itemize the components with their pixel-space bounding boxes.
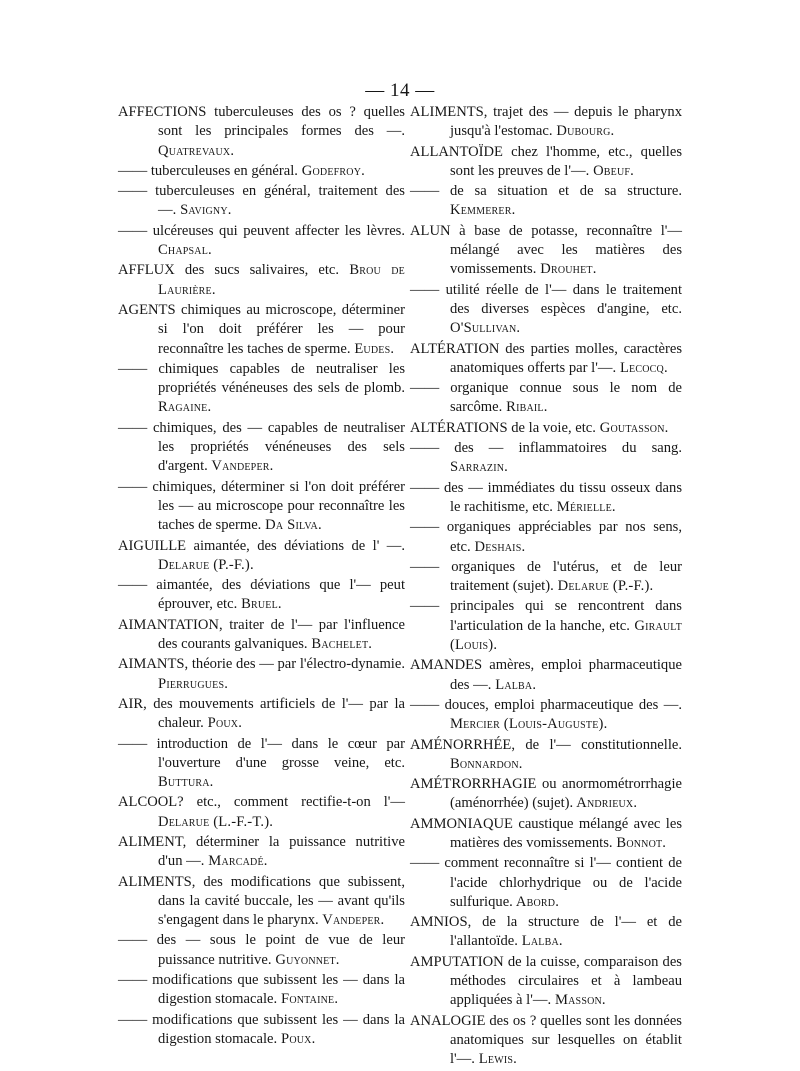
entry-author: Obeuf. [589,162,635,179]
entry-headword: —— [410,598,440,615]
entry-text: des modifications que subissent, dans la cavité buccale, les — avant qu'ils s'engagent dans le pharynx. [158,873,405,929]
entry-headword: AIGUILLE [118,537,187,554]
index-entry [118,873,405,931]
entry-author: Drouhet. [536,261,597,278]
entry-author: Godefroy. [297,162,365,179]
entry-text: ou anormométrorrhagie (aménorrhée) (sujet). [450,776,682,812]
entry-author: Poux. [203,715,243,732]
entry-author: Sarrazin. [450,459,509,476]
entry-text: des parties molles, caractères anatomiques offerts par l'—. [450,340,682,376]
entry-author: Vandeper. [207,458,274,475]
entry-headword: —— [118,735,148,752]
index-entry [410,281,682,339]
index-entry [118,931,405,970]
entry-author: Eudes. [350,340,395,357]
entry-headword: AMANDES [410,657,483,674]
entry-headword: ANALOGIE [410,1012,486,1029]
entry-headword: —— [118,577,148,594]
entry-headword: AIMANTATION, [118,616,223,633]
index-entry [118,1011,405,1050]
entry-author: Brou de Laurière. [158,262,405,298]
entry-headword: —— [410,281,440,298]
entry-author: Lecocq. [616,359,668,376]
entry-text: de sa situation et de sa structure. [439,183,682,200]
entry-text: modifications que subissent les — dans la digestion stomacale. [147,972,405,1008]
entry-headword: —— [410,380,440,397]
entry-headword: —— [118,932,148,949]
entry-author: Ribail. [502,399,548,416]
entry-text: tuberculeuses en général, traitement des —. [147,183,405,219]
entry-author: O'Sullivan. [450,320,521,337]
entry-text: des — immédiates du tissu osseux dans le rachitisme, etc. [439,479,682,515]
entry-text: de la cuisse, comparaison des méthodes circulaires et à lambeau appliquées à l'—. [450,953,682,1009]
index-entry [118,833,405,872]
index-entry [118,655,405,694]
index-entry [410,182,682,221]
index-entry [410,1012,682,1070]
index-entry [410,815,682,854]
entry-headword: —— [118,360,148,377]
entry-text: caustique mélangé avec les matières des vomissements. [450,815,682,851]
index-entry [118,301,405,359]
entry-headword: AIR, [118,695,147,712]
entry-author: Lewis. [474,1051,517,1068]
entry-headword: AFFLUX [118,262,175,279]
entry-author: Pierrugues. [158,675,229,692]
index-entry [118,537,405,576]
entry-text: déterminer la puissance nutritive d'un —. [158,833,405,870]
index-entry [118,103,405,161]
entry-text: tuberculeuses en général. [147,162,298,179]
entry-author: Deshais. [470,538,526,555]
index-entry [410,379,682,418]
entry-headword: ALIMENTS, [118,873,196,890]
index-entry [118,261,405,300]
entry-headword: AFFECTIONS [118,104,207,120]
entry-author: Andrieux. [573,795,638,812]
entry-author: Mérielle. [552,498,616,515]
entry-headword: AMNIOS, [410,914,472,931]
entry-author: Savigny. [176,202,232,219]
entry-text: des os ? quelles sont les données anatomiques sur lesquelles on établit l'—. [450,1012,682,1068]
index-entry [410,696,682,735]
index-entry [118,360,405,418]
index-entry [118,971,405,1010]
entry-author: Chapsal. [158,242,212,259]
entry-headword: ALTÉRATION [410,340,500,357]
entry-text: théorie des — par l'électro-dynamie. [188,656,405,673]
entry-headword: AGENTS [118,301,176,318]
entry-text: introduction de l'— dans le cœur par l'ouverture d'une grosse veine, etc. [147,735,405,771]
entry-text: trajet des — depuis le pharynx jusqu'à l'estomac. [450,104,682,140]
index-entry [410,854,682,912]
index-entry [118,478,405,536]
entry-text: à base de potasse, reconnaître l'— mélangé avec les matières des vomissements. [450,222,682,278]
entry-author: Ragaine. [158,399,212,416]
entry-text: amères, emploi pharmaceutique des —. [450,657,682,693]
entry-headword: —— [118,183,148,200]
entry-text: etc., comment rectifie-t-on l'— [183,794,405,811]
index-entry [410,479,682,518]
index-entry [118,793,405,832]
entry-author: Masson. [551,992,606,1009]
entry-headword: —— [410,696,440,713]
entry-text: organiques appréciables par nos sens, etc. [439,519,682,555]
entry-author: Lalba. [491,676,537,693]
entry-author: Abord. [512,893,560,910]
entry-text: aimantée, des déviations de l' —. [186,537,405,554]
index-entry [410,736,682,775]
entry-text: des mouvements artificiels de l'— par la chaleur. [146,695,405,732]
entry-headword: AMMONIAQUE [410,815,513,832]
entry-text: de la voie, etc. [507,419,596,436]
entry-headword: —— [118,222,148,239]
entry-author: Bonnardon. [450,755,523,772]
entry-headword: —— [118,1011,148,1028]
entry-text: organiques de l'utérus, et de leur traitement (sujet). [439,558,682,595]
entry-text: traiter de l'— par l'influence des courants galvaniques. [158,616,405,653]
entry-author: Bonnot. [612,834,667,851]
entry-headword: ALCOOL? [118,794,184,811]
entry-text: douces, emploi pharmaceutique des —. [439,696,682,713]
entry-author: Mercier (Louis-Auguste). [450,716,608,733]
entry-text: organique connue sous le nom de sarcôme. [439,380,682,416]
entry-author: Fontaine. [277,991,339,1008]
index-entry [410,143,682,182]
index-entry [118,576,405,615]
index-entry [410,656,682,695]
entry-author: Bachelet. [307,636,373,653]
entry-author: Kemmerer. [450,202,516,219]
entry-text: comment reconnaître si l'— contient de l'acide chlorhydrique ou de l'acide sulfurique. [439,855,682,910]
entry-text: utilité réelle de l'— dans le traitement des diverses espèces d'angine, etc. [439,281,682,317]
entry-author: Goutasson. [595,419,669,436]
entry-headword: AMÉTRORRHAGIE [410,776,537,793]
entry-text: chimiques au microscope, déterminer si l'on doit préférer les — pour reconnaître les taches de sperme. [158,301,405,357]
entry-text: de l'— constitutionnelle. [515,736,682,753]
index-entry [410,103,682,142]
index-entry [118,616,405,655]
entry-headword: —— [410,519,440,536]
index-entry [410,953,682,1011]
entry-text: ulcéreuses qui peuvent affecter les lèvres. [147,222,405,239]
entry-text: chimiques, des — capables de neutraliser les propriétés vénéneuses des sels d'argent. [147,419,405,475]
index-entry [410,775,682,814]
index-entry [410,597,682,655]
entry-author: Quatrevaux. [158,142,235,159]
entry-author: Girault (Louis). [450,617,683,654]
index-entry [118,695,405,734]
entry-headword: —— [410,558,440,575]
index-entry [410,340,682,379]
index-entry [410,518,682,557]
entry-headword: —— [118,972,148,989]
entry-headword: —— [410,183,440,200]
entry-author: Delarue (P.-F.). [553,578,654,595]
entry-author: Vandeper. [318,912,385,929]
entry-text: principales qui se rencontrent dans l'articulation de la hanche, etc. [439,598,682,634]
index-entry [118,419,405,477]
entry-text: chimiques capables de neutraliser les propriétés vénéneuses des sels de plomb. [147,360,405,397]
entry-author: Bruel. [237,596,282,613]
index-entry [410,419,682,438]
entry-author: Guyonnet. [271,951,340,968]
index-entry [118,222,405,261]
entry-text: tuberculeuses des os ? quelles sont les principales formes des —. [158,104,405,140]
entry-text: des — sous le point de vue de leur puissance nutritive. [147,932,405,968]
entry-author: Buttura. [158,774,214,791]
entry-headword: ALTÉRATIONS [410,419,508,436]
entry-text: de la structure de l'— et de l'allantoïde. [450,914,682,950]
entry-headword: ALIMENTS, [410,104,488,120]
entry-headword: AIMANTS, [118,656,189,673]
entry-headword: —— [410,440,440,457]
entry-headword: —— [410,855,440,872]
page-number: — 14 — [365,80,435,101]
entry-headword: AMÉNORRHÉE, [410,736,515,753]
entry-text: aimantée, des déviations que l'— peut éprouver, etc. [147,577,405,613]
index-entry [410,439,682,478]
index-entry [410,913,682,952]
entry-author: Poux. [277,1030,316,1047]
entry-text: des sucs salivaires, etc. [174,262,340,279]
entry-headword: ALLANTOÏDE [410,143,503,160]
entry-headword: —— [118,162,148,179]
right-column [410,103,682,1071]
entry-author: Lalba. [517,933,563,950]
index-entry [118,735,405,793]
entry-headword: AMPUTATION [410,953,504,970]
entry-author: Delarue (P.-F.). [158,556,254,573]
entry-author: Marcadé. [204,853,268,870]
entry-headword: —— [410,479,440,496]
left-column [118,103,405,1050]
entry-text: des — inflammatoires du sang. [439,440,682,457]
entry-headword: ALIMENT, [118,833,187,850]
entry-author: Delarue (L.-F.-T.). [158,813,274,830]
index-entry [118,182,405,221]
entry-text: chimiques, déterminer si l'on doit préférer les — au microscope pour reconnaître les taches de sperme. [147,478,405,534]
index-entry [410,222,682,280]
index-entry [410,558,682,597]
entry-headword: ALUN [410,222,451,239]
entry-headword: —— [118,419,148,436]
entry-author: Da Silva. [261,517,322,534]
entry-text: modifications que subissent les — dans la digestion stomacale. [147,1011,405,1047]
entry-author: Dubourg. [552,123,615,140]
entry-headword: —— [118,478,148,495]
entry-text: chez l'homme, etc., quelles sont les preuves de l'—. [450,143,682,179]
index-entry [118,162,405,181]
